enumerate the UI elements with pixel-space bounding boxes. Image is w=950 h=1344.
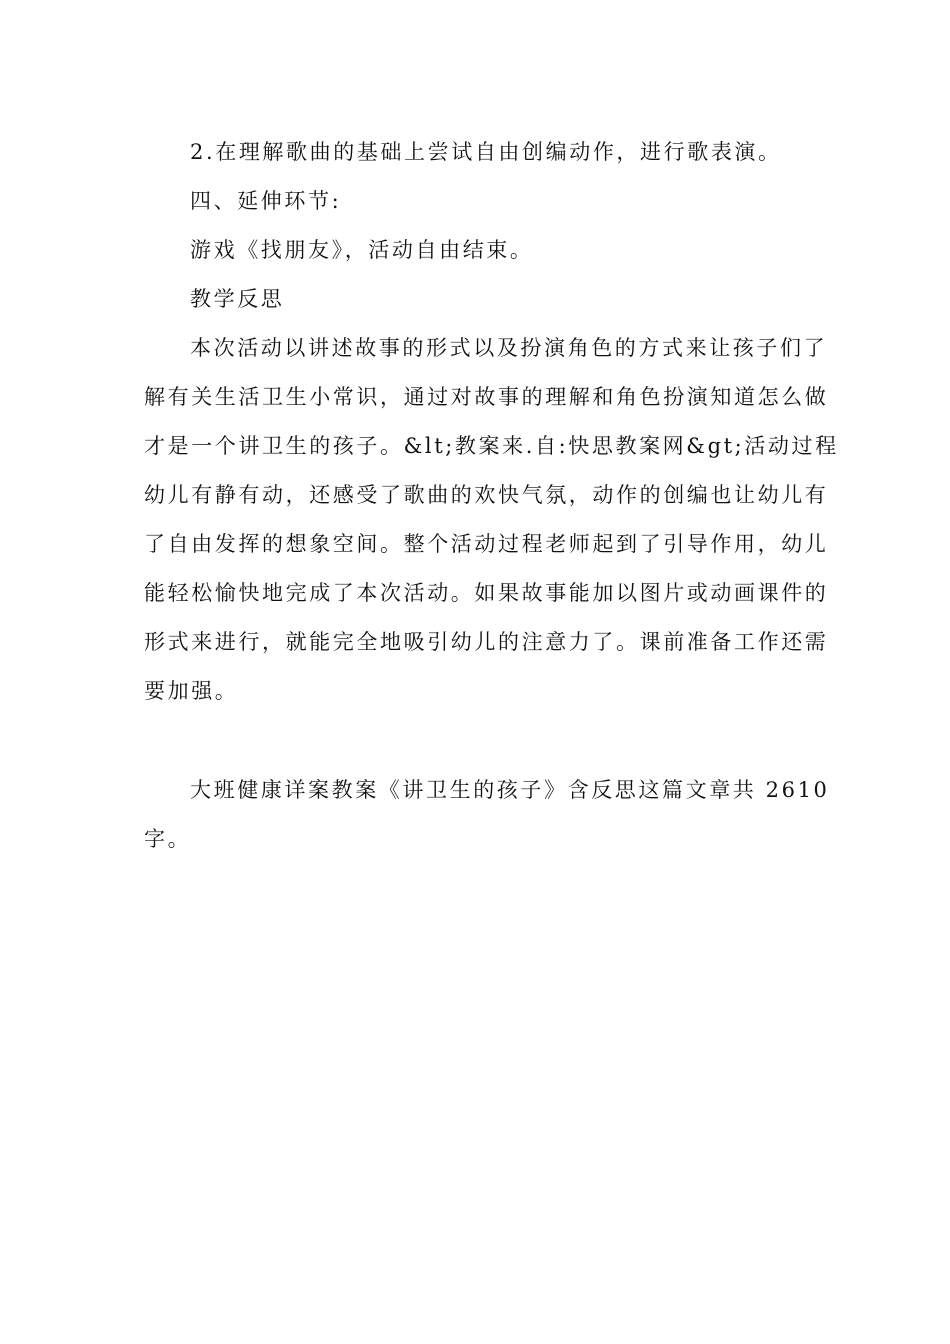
reflection-line: 本次活动以讲述故事的形式以及扮演角色的方式来让孩子们了 [190, 336, 828, 360]
document-body [144, 128, 839, 864]
reflection-heading: 教学反思 [190, 287, 285, 311]
reflection-line: 能轻松愉快地完成了本次活动。如果故事能加以图片或动画课件的 [144, 581, 829, 605]
summary-line: 大班健康详案教案《讲卫生的孩子》含反思这篇文章共 2610 [190, 778, 830, 802]
paragraph-gap [144, 716, 806, 766]
reflection-paragraph [144, 324, 839, 716]
section-heading-extension: 四、延伸环节: [190, 189, 342, 213]
reflection-line: 才是一个讲卫生的孩子。&lt;教案来.自:快思教案网&gt;活动过程 [144, 434, 839, 458]
reflection-line: 了自由发挥的想象空间。整个活动过程老师起到了引导作用，幼儿 [144, 532, 829, 556]
reflection-line: 要加强。 [144, 679, 239, 703]
summary-line: 字。 [144, 827, 192, 851]
summary-paragraph [144, 766, 830, 864]
reflection-line: 解有关生活卫生小常识，通过对故事的理解和角色扮演知道怎么做 [144, 385, 829, 409]
reflection-line: 幼儿有静有动，还感受了歌曲的欢快气氛，动作的创编也让幼儿有 [144, 483, 829, 507]
reflection-line: 形式来进行，就能完全地吸引幼儿的注意力了。课前准备工作还需 [144, 630, 829, 654]
step-item-2: 2.在理解歌曲的基础上尝试自由创编动作，进行歌表演。 [190, 140, 782, 164]
game-line: 游戏《找朋友》，活动自由结束。 [190, 238, 534, 262]
